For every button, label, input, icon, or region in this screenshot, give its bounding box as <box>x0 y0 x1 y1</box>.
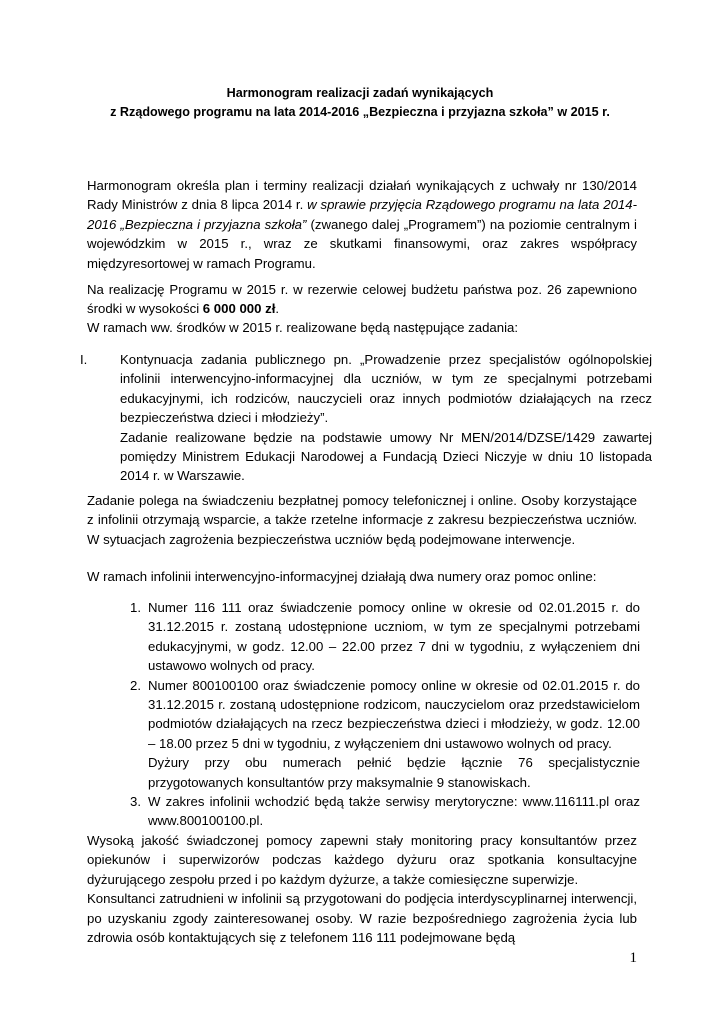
list-item-number: 3. <box>130 794 141 810</box>
funding-end: . <box>275 301 280 317</box>
intro-italic-title: w sprawie przyjęcia Rządowego programu na lata 2014-2016 „Bezpieczna i przyjazna szkoła” <box>87 197 637 232</box>
service-paragraph: Zadanie polega na świadczeniu bezpłatnej pomocy telefonicznej i online. Osoby korzystające z infolinii otrzymają wsparcie, a także rzetelne informacje z zakresu bezpieczeństwa uczniów. W sytuacjach zagrożenia bezpieczeństwa uczniów będą podejmowane interwencje. <box>87 493 637 547</box>
funding-paragraph <box>87 280 637 319</box>
numbers-list <box>130 598 640 831</box>
list-item <box>130 792 640 831</box>
funding-text: Na realizację Programu w 2015 r. w rezerwie celowej budżetu państwa poz. 26 zapewniono środki w wysokości <box>87 282 637 317</box>
section-1-contract: Zadanie realizowane będzie na podstawie umowy Nr MEN/2014/DZSE/1429 zawartej pomiędzy Ministrem Edukacji Narodowej a Fundacją Dzieci Niczyje w dniu 10 listopada 2014 r. w Warszawie. <box>120 429 652 484</box>
intervention-paragraph: Konsultanci zatrudnieni w infolinii są przygotowani do podjęcia interdyscyplinarnej interwencji, po uzyskaniu zgody zainteresowanej osoby. W razie bezpośredniego zagrożenia życia lub zdrowia osób kontaktujących się z telefonem 116 111 podejmowane będą <box>87 891 637 946</box>
list-item <box>130 676 640 792</box>
page-number: 1 <box>629 950 637 966</box>
funding-amount: 6 000 000 zł <box>202 301 276 317</box>
tasks-intro: W ramach ww. środków w 2015 r. realizowane będą następujące zadania: <box>87 320 519 335</box>
document-title <box>60 84 660 122</box>
numbers-intro: W ramach infolinii interwencyjno-informacyjnej działają dwa numery oraz pomoc online: <box>87 569 597 584</box>
intro-text-b: (zwanego dalej „Programem”) na poziomie centralnym i wojewódzkim w 2015 r., wraz ze skutkami finansowymi, oraz zakres współpracy międzyresortowej w ramach Programu. <box>87 216 637 271</box>
section-1-number: I. <box>80 352 88 367</box>
list-item-extra: Dyżury przy obu numerach pełnić będzie łącznie 76 specjalistycznie przygotowanych konsultantów przy maksymalnie 9 stanowiskach. <box>148 755 640 790</box>
list-item-text: Numer 800100100 oraz świadczenie pomocy online w okresie od 02.01.2015 r. do 31.12.2015 r. zostaną udostępnione rodzicom, nauczycielom oraz przedstawicielom podmiotów działających na rzecz bezpieczeństwa dzieci i młodzieży, w godz. 12.00 – 18.00 przez 5 dni w tygodniu, z wyłączeniem dni ustawowo wolnych od pracy. <box>148 677 640 751</box>
intro-text-a: Harmonogram określa plan i terminy realizacji działań wynikających z uchwały nr 130/2014 Rady Ministrów z dnia 8 lipca 2014 r. <box>87 178 637 213</box>
list-item <box>130 598 640 676</box>
monitoring-paragraph: Wysoką jakość świadczonej pomocy zapewni stały monitoring pracy konsultantów przez opiekunów i superwizorów podczas każdego dyżuru oraz spotkania konsultacyjne dyżurującego zespołu przed i po każdym dyżurze, a także comiesięczne superwizje. <box>87 833 637 887</box>
closing-paragraphs <box>87 831 637 947</box>
title-line-1: Harmonogram realizacji zadań wynikających <box>226 86 494 100</box>
intro-paragraph <box>87 176 637 273</box>
section-1-task: Kontynuacja zadania publicznego pn. „Prowadzenie przez specjalistów ogólnopolskiej infolinii interwencyjno-informacyjnej dla uczniów, w tym ze specjalnymi potrzebami edukacyjnymi, ich rodziców, nauczycieli oraz innych podmiotów działających na rzecz bezpieczeństwa dzieci i młodzieży”. <box>120 352 652 426</box>
list-item-text: Numer 116 111 oraz świadczenie pomocy online w okresie od 02.01.2015 r. do 31.12.2015 r. zostaną udostępnione uczniom, w tym ze specjalnymi potrzebami edukacyjnymi, w godz. 12.00 – 22.00 przez 7 dni w tygodniu, z wyłączeniem dni ustawowo wolnych od pracy. <box>148 600 640 674</box>
title-line-2: z Rządowego programu na lata 2014-2016 „Bezpieczna i przyjazna szkoła” w 2015 r. <box>110 105 610 119</box>
section-1-text <box>120 350 652 486</box>
list-item-number: 1. <box>130 600 141 615</box>
list-item-text: W zakres infolinii wchodzić będą także serwisy merytoryczne: www.116111.pl oraz www.800100100.pl. <box>148 794 640 829</box>
list-item-number: 2. <box>130 677 141 693</box>
